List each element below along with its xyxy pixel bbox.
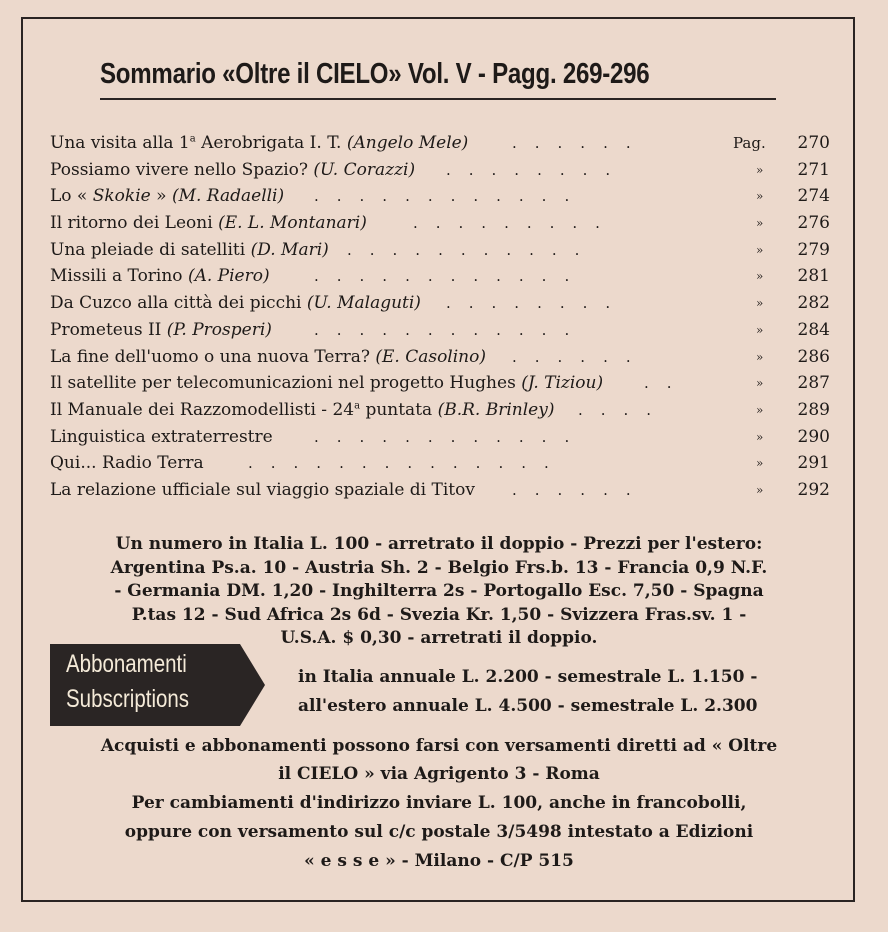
- toc-author: (A. Piero): [187, 266, 270, 287]
- subscriptions-badge: [50, 644, 265, 726]
- toc-title-text: Qui... Radio Terra: [50, 453, 204, 474]
- toc-author: (M. Radaelli): [171, 186, 285, 207]
- toc-entry: [50, 317, 835, 344]
- toc-page-prefix: »: [756, 482, 764, 497]
- prices-block: [44, 533, 834, 651]
- toc-page-number: 281: [797, 266, 830, 287]
- toc-author: (P. Prosperi): [166, 319, 272, 340]
- toc-entry-title: [50, 210, 367, 237]
- title-underline: [100, 98, 776, 100]
- toc-title-text: Il Manuale dei Razzomodellisti - 24: [50, 399, 355, 420]
- leader-dots: ............: [314, 267, 588, 286]
- leader-dots: ....: [578, 400, 670, 419]
- toc-entry: [50, 130, 835, 157]
- toc-entry: [50, 290, 835, 317]
- toc-title-text: La relazione ufficiale sul viaggio spaziale di Titov: [50, 479, 475, 500]
- badge-label-en: Subscriptions: [66, 685, 190, 713]
- toc-entry-title: [50, 130, 468, 157]
- purchase-info: [44, 732, 834, 788]
- toc-page-prefix: »: [756, 456, 764, 471]
- toc-page-number: 284: [797, 319, 830, 340]
- toc-title-text: Il satellite per telecomunicazioni nel progetto Hughes: [50, 373, 522, 394]
- toc-page-prefix: »: [756, 216, 764, 231]
- toc-author: (E. L. Montanari): [218, 213, 367, 234]
- toc-entry-title: [50, 237, 329, 264]
- toc-entry-title: [50, 317, 272, 344]
- toc-page-prefix: »: [756, 322, 764, 337]
- toc-page-prefix: »: [756, 269, 764, 284]
- toc-entry: [50, 237, 835, 264]
- toc-entry-title: [50, 290, 421, 317]
- toc-entry-title: [50, 424, 273, 451]
- toc-entry: [50, 477, 835, 504]
- toc-title-superscript: a: [354, 400, 361, 412]
- toc-entry-title: [50, 370, 603, 397]
- prices-line: P.tas 12 - Sud Africa 2s 6d - Svezia Kr. 1,50 - Svizzera Fras.sv. 1 -: [131, 604, 747, 625]
- toc-entry: [50, 370, 835, 397]
- toc-entry: [50, 397, 835, 424]
- toc-entry-title: [50, 157, 415, 184]
- toc-page-number: 270: [797, 133, 830, 153]
- leader-dots: ......: [512, 347, 649, 366]
- leader-dots: ......: [512, 480, 649, 499]
- leader-dots: ......: [512, 134, 649, 152]
- leader-dots: ..: [644, 374, 690, 393]
- toc-entry: [50, 157, 835, 184]
- toc-page-number: 290: [797, 426, 830, 447]
- prices-line: - Germania DM. 1,20 - Inghilterra 2s - Portogallo Esc. 7,50 - Spagna: [114, 581, 764, 601]
- toc-page-number: 289: [797, 399, 830, 420]
- toc-author: (B.R. Brinley): [437, 399, 555, 420]
- toc-author: (J. Tiziou): [521, 373, 604, 394]
- toc-entry: [50, 263, 835, 290]
- toc-title-superscript: a: [189, 133, 196, 145]
- leader-dots: ............: [314, 427, 588, 446]
- toc-entry-title: [50, 397, 554, 424]
- toc-page-prefix: »: [756, 349, 764, 364]
- toc-page-prefix: Pag.: [733, 134, 766, 152]
- toc-title-text: Una pleiade di satelliti: [50, 239, 251, 260]
- toc-entry-title: [50, 450, 204, 477]
- toc-entry: [50, 424, 835, 451]
- toc-author: (Angelo Mele): [346, 133, 469, 153]
- subscription-line: in Italia annuale L. 2.200 - semestrale L. 1.150 -: [298, 667, 758, 687]
- toc-page-prefix: »: [756, 296, 764, 311]
- leader-dots: ............: [314, 187, 588, 206]
- prices-line: Un numero in Italia L. 100 - arretrato il doppio - Prezzi per l'estero:: [115, 534, 763, 554]
- prices-line: Argentina Ps.a. 10 - Austria Sh. 2 - Belgio Frs.b. 13 - Francia 0,9 N.F.: [110, 557, 768, 578]
- address-change-line: oppure con versamento sul c/c postale 3/5498 intestato a Edizioni: [124, 822, 754, 842]
- toc-entry: [50, 450, 835, 477]
- toc-author: (U. Malaguti): [306, 293, 421, 314]
- purchase-line: il CIELO » via Agrigento 3 - Roma: [278, 764, 600, 784]
- toc-author: (U. Corazzi): [313, 159, 416, 180]
- toc-entry: [50, 210, 835, 237]
- toc-title-text: Linguistica extraterrestre: [50, 426, 273, 447]
- toc-page-prefix: »: [756, 429, 764, 444]
- toc-page-number: 279: [797, 239, 830, 260]
- toc-title-text: Aerobrigata I. T.: [195, 133, 347, 153]
- toc-title-text: Una visita alla 1: [50, 133, 190, 153]
- toc-title-text: puntata: [360, 399, 438, 420]
- subscription-rates: [298, 663, 838, 721]
- leader-dots: ........: [446, 160, 629, 179]
- toc-title-text: Il ritorno dei Leoni: [50, 213, 219, 234]
- leader-dots: ........: [446, 294, 629, 313]
- toc-page-number: 287: [797, 373, 830, 394]
- toc-title-text: Possiamo vivere nello Spazio?: [50, 159, 314, 180]
- toc-title-text: Da Cuzco alla città dei picchi: [50, 293, 307, 314]
- toc-page-prefix: »: [756, 189, 764, 204]
- toc-author: (D. Mari): [250, 239, 329, 260]
- subscription-line: all'estero annuale L. 4.500 - semestrale L. 2.300: [298, 696, 758, 716]
- toc-title-text: Missili a Torino: [50, 266, 188, 287]
- toc-title-italic: Skokie: [92, 186, 151, 207]
- toc-page-number: 274: [797, 186, 830, 207]
- toc-page-number: 276: [797, 213, 830, 234]
- toc-entry-title: [50, 477, 475, 504]
- toc-page-prefix: »: [756, 402, 764, 417]
- toc-page-prefix: »: [756, 376, 764, 391]
- toc-entry-title: [50, 263, 270, 290]
- address-change-line: « e s s e » - Milano - C/P 515: [304, 851, 574, 871]
- purchase-line: Acquisti e abbonamenti possono farsi con versamenti diretti ad « Oltre: [100, 736, 778, 756]
- page-title: Sommario «Oltre il CIELO» Vol. V - Pagg. 269-296: [100, 58, 650, 90]
- toc-title-text: Lo «: [50, 186, 93, 207]
- toc-page-number: 271: [797, 159, 830, 180]
- toc-page-number: 292: [797, 479, 830, 500]
- prices-line: U.S.A. $ 0,30 - arretrati il doppio.: [280, 628, 598, 648]
- toc-title-text: »: [150, 186, 172, 207]
- toc-entry: [50, 344, 835, 371]
- address-change-line: Per cambiamenti d'indirizzo inviare L. 100, anche in francobolli,: [131, 793, 747, 813]
- toc-page-number: 282: [797, 293, 830, 314]
- toc-title-text: Prometeus II: [50, 319, 167, 340]
- toc-page-number: 286: [797, 346, 830, 367]
- toc-author: (E. Casolino): [375, 346, 487, 367]
- leader-dots: .........: [413, 214, 618, 233]
- badge-label-it: Abbonamenti: [66, 650, 187, 678]
- toc-entry: [50, 183, 835, 210]
- toc-page-number: 291: [797, 453, 830, 474]
- toc-entry-title: [50, 344, 486, 371]
- toc-title-text: La fine dell'uomo o una nuova Terra?: [50, 346, 376, 367]
- table-of-contents: [50, 130, 835, 504]
- leader-dots: ............: [314, 320, 588, 339]
- leader-dots: ...........: [347, 240, 598, 259]
- address-change-info: [44, 789, 834, 876]
- toc-page-prefix: »: [756, 162, 764, 177]
- toc-page-prefix: »: [756, 242, 764, 257]
- toc-entry-title: [50, 183, 284, 210]
- leader-dots: ..............: [248, 454, 567, 473]
